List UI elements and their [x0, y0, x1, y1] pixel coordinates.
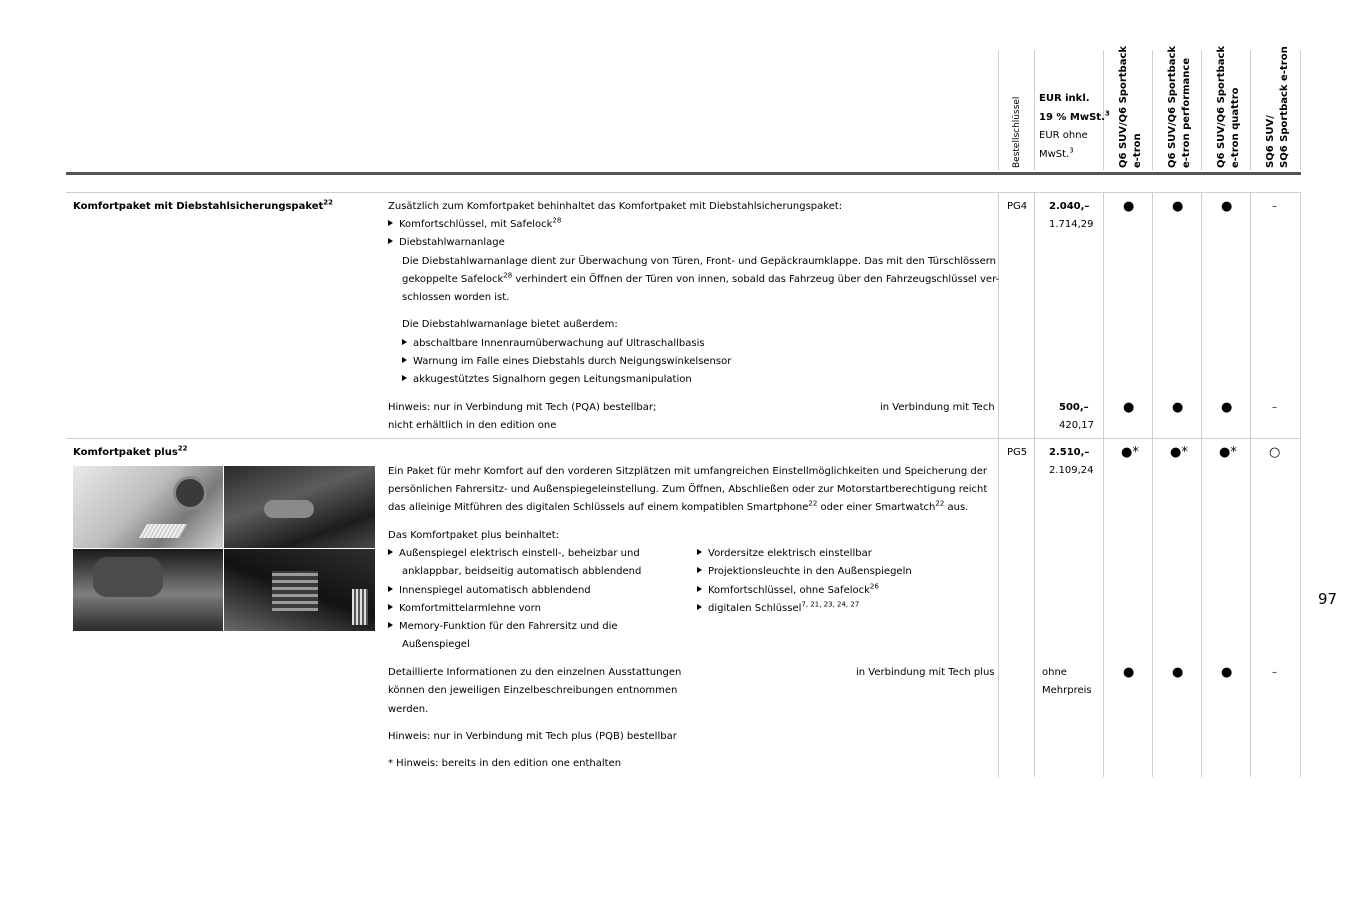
car-exterior-image	[73, 466, 223, 548]
door-panel-image	[224, 549, 375, 631]
order-code: PG5	[1007, 447, 1028, 458]
availability-mark: ●	[1221, 400, 1233, 415]
footnote-text: * Hinweis: bereits in den edition one enthalten	[388, 758, 622, 769]
col-divider	[1300, 192, 1301, 777]
col-header-model-sq6: SQ6 SUV/ SQ6 Sportback e-tron	[1265, 46, 1290, 168]
combination-note: in Verbindung mit Tech	[880, 402, 995, 413]
availability-mark: ●	[1172, 400, 1184, 415]
header-divider	[1034, 50, 1035, 170]
col-header-order-key: Bestellschlüssel	[1012, 96, 1022, 168]
availability-mark: ●*	[1219, 445, 1237, 460]
order-code: PG4	[1007, 201, 1028, 212]
description-text: Detaillierte Informationen zu den einzelnen Ausstattungen	[388, 667, 682, 678]
availability-mark: –	[1272, 402, 1277, 413]
list-item: Innenspiegel automatisch abblendend	[388, 584, 591, 598]
availability-mark: ●	[1123, 665, 1135, 680]
header-divider	[1300, 50, 1301, 170]
header-divider	[1250, 50, 1251, 170]
availability-mark: ●	[1172, 665, 1184, 680]
armrest-image	[73, 549, 223, 631]
description-text: Die Diebstahlwarnanlage bietet außerdem:	[402, 319, 618, 330]
list-item: digitalen Schlüssel$^{7, 21, 23, 24, 27}$	[697, 602, 859, 616]
list-item: Vordersitze elektrisch einstellbar	[697, 547, 872, 561]
col-divider	[1152, 192, 1153, 777]
row-title: Komfortpaket plus$^{22}$	[73, 444, 188, 458]
header-divider	[1152, 50, 1153, 170]
list-item: Warnung im Falle eines Diebstahls durch Neigungswinkelsensor	[402, 355, 731, 369]
note-text: Hinweis: nur in Verbindung mit Tech (PQA) bestellbar;	[388, 402, 657, 413]
header-rule	[66, 172, 1301, 175]
product-image-collage	[73, 466, 375, 631]
description-text: persönlichen Fahrersitz- und Außenspiegeleinstellung. Zum Öffnen, Abschließen oder zur Motorstartberechtigung reicht	[388, 484, 988, 495]
price-incl-vat: 2.040,–	[1049, 201, 1090, 212]
price-excl-vat: 2.109,24	[1049, 465, 1094, 476]
note-text: Hinweis: nur in Verbindung mit Tech plus (PQB) bestellbar	[388, 731, 677, 742]
note-text: nicht erhältlich in den edition one	[388, 420, 557, 431]
description-text: Die Diebstahlwarnanlage dient zur Überwachung von Türen, Front- und Gepäckraumklappe. Das mit den Türschlössern	[402, 256, 997, 267]
price-note: Mehrpreis	[1042, 685, 1092, 696]
availability-mark: ●	[1172, 199, 1184, 214]
list-item: Komfortschlüssel, ohne Safelock$^{26}$	[697, 584, 879, 598]
seat-controls-image	[224, 466, 375, 548]
col-header-price: EUR inkl. 19 % MwSt.$^3$ EUR ohne MwSt.$^3$	[1039, 93, 1110, 160]
header-divider	[998, 50, 999, 170]
col-divider	[1201, 192, 1202, 777]
col-divider	[1250, 192, 1251, 777]
description-text: das alleinige Mitführen des digitalen Schlüssels auf einem kompatiblen Smartphone$^{22}$ oder einer Smartwatch$^{22}$ aus.	[388, 499, 969, 513]
list-item-cont: anklappbar, beidseitig automatisch abblendend	[402, 566, 642, 577]
price-note: ohne	[1042, 667, 1067, 678]
description-text: Zusätzlich zum Komfortpaket behinhaltet das Komfortpaket mit Diebstahlsicherungspaket:	[388, 201, 843, 212]
list-item: abschaltbare Innenraumüberwachung auf Ultraschallbasis	[402, 337, 705, 351]
list-item-cont: Außenspiegel	[402, 639, 470, 650]
list-item: akkugestütztes Signalhorn gegen Leitungsmanipulation	[402, 373, 692, 387]
list-item: Diebstahlwarnanlage	[388, 236, 505, 250]
row-divider	[66, 438, 1301, 439]
list-item: Komfortmittelarmlehne vorn	[388, 602, 541, 616]
row-divider	[66, 192, 1301, 193]
price-incl-vat: 2.510,–	[1049, 447, 1090, 458]
col-divider	[1103, 192, 1104, 777]
price-excl-vat: 1.714,29	[1049, 219, 1094, 230]
availability-mark: ○	[1269, 445, 1281, 460]
combination-note: in Verbindung mit Tech plus	[856, 667, 995, 678]
list-item: Außenspiegel elektrisch einstell-, beheizbar und	[388, 547, 640, 561]
availability-mark: –	[1272, 667, 1277, 678]
availability-mark: ●*	[1121, 445, 1139, 460]
col-divider	[1034, 192, 1035, 777]
price-excl-vat: 420,17	[1059, 420, 1094, 431]
list-item: Memory-Funktion für den Fahrersitz und die	[388, 620, 618, 634]
description-text: können den jeweiligen Einzelbeschreibungen entnommen	[388, 685, 678, 696]
list-item: Komfortschlüssel, mit Safelock$^{28}$	[388, 218, 561, 232]
availability-mark: ●	[1123, 400, 1135, 415]
col-header-model-q6-etron: Q6 SUV/Q6 Sportback e-tron	[1118, 45, 1143, 168]
description-text: Ein Paket für mehr Komfort auf den vorderen Sitzplätzen mit umfangreichen Einstellmöglichkeiten und Speicherung der	[388, 466, 987, 477]
header-divider	[1201, 50, 1202, 170]
availability-mark: –	[1272, 201, 1277, 212]
availability-mark: ●*	[1170, 445, 1188, 460]
availability-mark: ●	[1123, 199, 1135, 214]
col-header-model-q6-quattro: Q6 SUV/Q6 Sportback e-tron quattro	[1216, 45, 1241, 168]
description-text: gekoppelte Safelock$^{28}$ verhindert ein Öffnen der Türen von innen, sobald das Fahrzeug über den Fahrzeugschlüssel ver-	[402, 271, 1000, 285]
price-incl-vat: 500,–	[1059, 402, 1089, 413]
description-text: werden.	[388, 704, 429, 715]
availability-mark: ●	[1221, 665, 1233, 680]
row-title: Komfortpaket mit Diebstahlsicherungspaket$^{22}$	[73, 198, 334, 212]
availability-mark: ●	[1221, 199, 1233, 214]
col-header-model-q6-performance: Q6 SUV/Q6 Sportback e-tron performance	[1167, 45, 1192, 168]
description-text: schlossen worden ist.	[402, 292, 510, 303]
description-text: Das Komfortpaket plus beinhaltet:	[388, 530, 560, 541]
list-item: Projektionsleuchte in den Außenspiegeln	[697, 565, 912, 579]
page-number: 97	[1318, 590, 1338, 608]
